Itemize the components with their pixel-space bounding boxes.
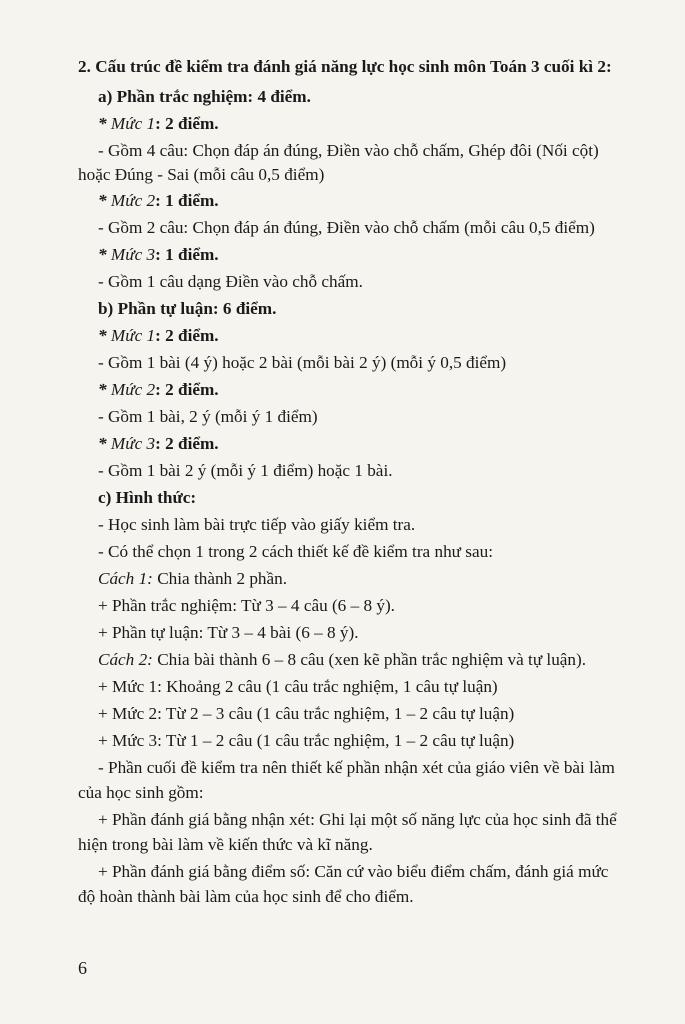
level-label: Mức 1 [110, 326, 156, 345]
bullet: * [98, 380, 111, 399]
way-2 [98, 649, 586, 671]
part-c-line-2: - Có thể chọn 1 trong 2 cách thiết kế đề kiểm tra như sau: [98, 542, 493, 561]
bullet: * [98, 114, 111, 133]
part-b-level1 [98, 325, 219, 347]
level-points: : 1 điểm. [155, 191, 219, 210]
level-points: : 2 điểm. [155, 380, 219, 399]
part-a-level1-desc-2: hoặc Đúng - Sai (mỗi câu 0,5 điểm) [78, 165, 325, 184]
level-label: Mức 2 [110, 380, 156, 399]
part-a-level2 [98, 190, 219, 212]
way-2-item-3: + Mức 3: Từ 1 – 2 câu (1 câu trắc nghiệm, 1 – 2 câu tự luận) [98, 731, 515, 750]
level-points: : 1 điểm. [155, 245, 219, 264]
bullet: * [98, 245, 111, 264]
part-b-level1-desc: - Gồm 1 bài (4 ý) hoặc 2 bài (mỗi bài 2 ý) (mỗi ý 0,5 điểm) [98, 353, 507, 372]
level-points: : 2 điểm. [155, 326, 219, 345]
part-a-level2-desc: - Gồm 2 câu: Chọn đáp án đúng, Điền vào chỗ chấm (mỗi câu 0,5 điểm) [98, 218, 595, 237]
way-label: Cách 1: [98, 569, 153, 588]
level-label: Mức 1 [110, 114, 156, 133]
level-points: : 2 điểm. [155, 434, 219, 453]
bullet: * [98, 326, 111, 345]
way-1-item-1: + Phần trắc nghiệm: Từ 3 – 4 câu (6 – 8 ý). [98, 596, 395, 615]
score-paragraph-2: độ hoàn thành bài làm của học sinh để cho điểm. [78, 887, 414, 906]
way-text: Chia thành 2 phần. [152, 569, 288, 588]
end-paragraph-2: của học sinh gồm: [78, 783, 204, 802]
comment-paragraph-2: hiện trong bài làm về kiến thức và kĩ năng. [78, 835, 373, 854]
level-label: Mức 3 [110, 245, 156, 264]
part-c-line-1: - Học sinh làm bài trực tiếp vào giấy kiểm tra. [98, 515, 416, 534]
section-heading: 2. Cấu trúc đề kiểm tra đánh giá năng lực học sinh môn Toán 3 cuối kì 2: [78, 57, 612, 76]
way-1-item-2: + Phần tự luận: Từ 3 – 4 bài (6 – 8 ý). [98, 623, 359, 642]
part-b-level3-desc: - Gồm 1 bài 2 ý (mỗi ý 1 điểm) hoặc 1 bài. [98, 461, 393, 480]
page-number: 6 [78, 958, 87, 978]
way-1 [98, 568, 287, 590]
way-2-item-1: + Mức 1: Khoảng 2 câu (1 câu trắc nghiệm, 1 câu tự luận) [98, 677, 498, 696]
part-b-title: b) Phần tự luận: 6 điểm. [98, 299, 277, 318]
level-label: Mức 3 [110, 434, 156, 453]
level-points: : 2 điểm. [155, 114, 219, 133]
part-a-level1-desc-1: - Gồm 4 câu: Chọn đáp án đúng, Điền vào chỗ chấm, Ghép đôi (Nối cột) [98, 141, 599, 160]
score-paragraph-1: + Phần đánh giá bằng điểm số: Căn cứ vào biểu điểm chấm, đánh giá mức [98, 862, 609, 881]
level-label: Mức 2 [110, 191, 156, 210]
bullet: * [98, 191, 111, 210]
way-text: Chia bài thành 6 – 8 câu (xen kẽ phần trắc nghiệm và tự luận). [152, 650, 587, 669]
part-a-level3 [98, 244, 219, 266]
part-a-level1 [98, 113, 219, 135]
end-paragraph-1: - Phần cuối đề kiểm tra nên thiết kế phần nhận xét của giáo viên về bài làm [98, 758, 615, 777]
comment-paragraph-1: + Phần đánh giá bằng nhận xét: Ghi lại một số năng lực của học sinh đã thể [98, 810, 617, 829]
part-b-level3 [98, 433, 219, 455]
part-a-level3-desc: - Gồm 1 câu dạng Điền vào chỗ chấm. [98, 272, 363, 291]
part-a-title: a) Phần trắc nghiệm: 4 điểm. [98, 87, 311, 106]
part-b-level2 [98, 379, 219, 401]
way-label: Cách 2: [98, 650, 153, 669]
bullet: * [98, 434, 111, 453]
part-b-level2-desc: - Gồm 1 bài, 2 ý (mỗi ý 1 điểm) [98, 407, 318, 426]
way-2-item-2: + Mức 2: Từ 2 – 3 câu (1 câu trắc nghiệm, 1 – 2 câu tự luận) [98, 704, 515, 723]
part-c-title: c) Hình thức: [98, 488, 197, 507]
